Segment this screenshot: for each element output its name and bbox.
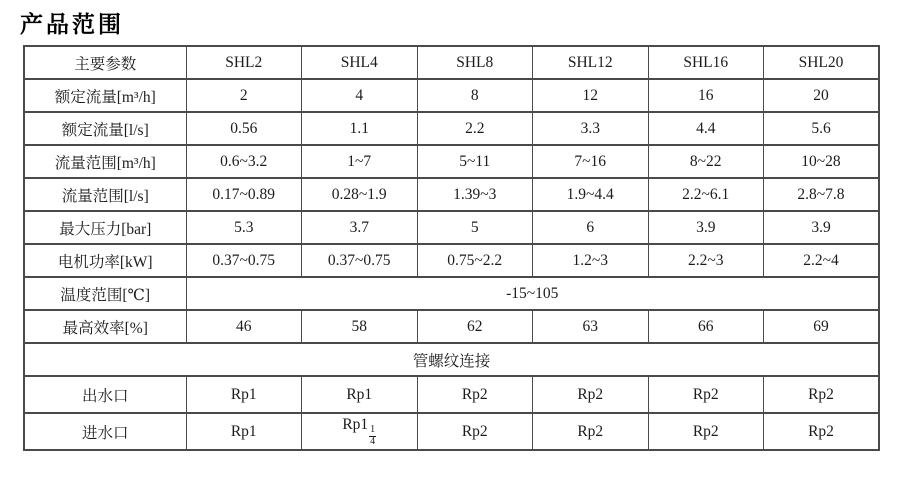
cell: Rp1 bbox=[186, 376, 302, 413]
row-label: 最高效率[%] bbox=[24, 310, 186, 343]
cell: Rp2 bbox=[764, 413, 880, 450]
cell: 1.2~3 bbox=[533, 244, 649, 277]
header-model: SHL20 bbox=[764, 46, 880, 79]
row-motor-power bbox=[24, 244, 879, 277]
row-max-efficiency bbox=[24, 310, 879, 343]
cell: Rp2 bbox=[764, 376, 880, 413]
cell: 0.28~1.9 bbox=[302, 178, 418, 211]
cell: Rp2 bbox=[648, 413, 764, 450]
cell: Rp1 bbox=[302, 376, 418, 413]
row-label: 温度范围[℃] bbox=[24, 277, 186, 310]
cell: 2.2~4 bbox=[764, 244, 880, 277]
cell: 3.9 bbox=[764, 211, 880, 244]
cell: Rp2 bbox=[533, 413, 649, 450]
cell: 0.37~0.75 bbox=[186, 244, 302, 277]
header-param-label: 主要参数 bbox=[24, 46, 186, 79]
cell: 0.37~0.75 bbox=[302, 244, 418, 277]
cell: 2.2 bbox=[417, 112, 533, 145]
cell: 7~16 bbox=[533, 145, 649, 178]
cell: 0.56 bbox=[186, 112, 302, 145]
row-max-pressure bbox=[24, 211, 879, 244]
cell: 63 bbox=[533, 310, 649, 343]
cell: 0.75~2.2 bbox=[417, 244, 533, 277]
cell: 16 bbox=[648, 79, 764, 112]
header-model: SHL2 bbox=[186, 46, 302, 79]
cell: Rp2 bbox=[648, 376, 764, 413]
header-model: SHL8 bbox=[417, 46, 533, 79]
cell: 8 bbox=[417, 79, 533, 112]
cell: 69 bbox=[764, 310, 880, 343]
cell: 66 bbox=[648, 310, 764, 343]
row-flow-range-m3h bbox=[24, 145, 879, 178]
cell: 10~28 bbox=[764, 145, 880, 178]
row-label: 电机功率[kW] bbox=[24, 244, 186, 277]
cell: 5.6 bbox=[764, 112, 880, 145]
page-title: 产品范围 bbox=[20, 11, 124, 37]
row-flow-range-ls bbox=[24, 178, 879, 211]
stacked-fraction: $\frac{1}{4}$ bbox=[370, 424, 376, 447]
cell: 4.4 bbox=[648, 112, 764, 145]
row-label: 最大压力[bar] bbox=[24, 211, 186, 244]
cell: 2.2~6.1 bbox=[648, 178, 764, 211]
cell: Rp2 bbox=[417, 376, 533, 413]
cell: Rp2 bbox=[533, 376, 649, 413]
cell: 5 bbox=[417, 211, 533, 244]
row-rated-flow-ls bbox=[24, 112, 879, 145]
cell: 20 bbox=[764, 79, 880, 112]
cell: 5.3 bbox=[186, 211, 302, 244]
cell: Rp2 bbox=[417, 413, 533, 450]
cell: 0.6~3.2 bbox=[186, 145, 302, 178]
row-temperature-range bbox=[24, 277, 879, 310]
cell: 6 bbox=[533, 211, 649, 244]
cell: 62 bbox=[417, 310, 533, 343]
header-model: SHL4 bbox=[302, 46, 418, 79]
cell: 0.17~0.89 bbox=[186, 178, 302, 211]
cell: 1~7 bbox=[302, 145, 418, 178]
row-inlet bbox=[24, 413, 879, 450]
cell: Rp1 bbox=[186, 413, 302, 450]
row-label: 流量范围[l/s] bbox=[24, 178, 186, 211]
cell: 1.39~3 bbox=[417, 178, 533, 211]
row-label: 额定流量[m³/h] bbox=[24, 79, 186, 112]
cell: 3.7 bbox=[302, 211, 418, 244]
cell: 2.8~7.8 bbox=[764, 178, 880, 211]
row-label: 流量范围[m³/h] bbox=[24, 145, 186, 178]
row-label: 进水口 bbox=[24, 413, 186, 450]
cell: 3.9 bbox=[648, 211, 764, 244]
header-model: SHL16 bbox=[648, 46, 764, 79]
row-label: 出水口 bbox=[24, 376, 186, 413]
cell: 1.9~4.4 bbox=[533, 178, 649, 211]
row-rated-flow-m3h bbox=[24, 79, 879, 112]
cell: 2 bbox=[186, 79, 302, 112]
cell: 8~22 bbox=[648, 145, 764, 178]
table-header-row bbox=[24, 46, 879, 79]
row-outlet bbox=[24, 376, 879, 413]
header-model: SHL12 bbox=[533, 46, 649, 79]
full-span-cell-thread-connection: 管螺纹连接 bbox=[24, 343, 879, 376]
merged-cell-temperature: -15~105 bbox=[186, 277, 879, 310]
spec-table bbox=[23, 45, 880, 451]
cell: 5~11 bbox=[417, 145, 533, 178]
cell: 2.2~3 bbox=[648, 244, 764, 277]
row-label: 额定流量[l/s] bbox=[24, 112, 186, 145]
cell: 1.1 bbox=[302, 112, 418, 145]
cell: 58 bbox=[302, 310, 418, 343]
cell: 4 bbox=[302, 79, 418, 112]
row-thread-connection bbox=[24, 343, 879, 376]
cell: 12 bbox=[533, 79, 649, 112]
cell: 46 bbox=[186, 310, 302, 343]
cell: 3.3 bbox=[533, 112, 649, 145]
cell: Rp1 $\frac{1}{4}$ bbox=[302, 413, 418, 450]
